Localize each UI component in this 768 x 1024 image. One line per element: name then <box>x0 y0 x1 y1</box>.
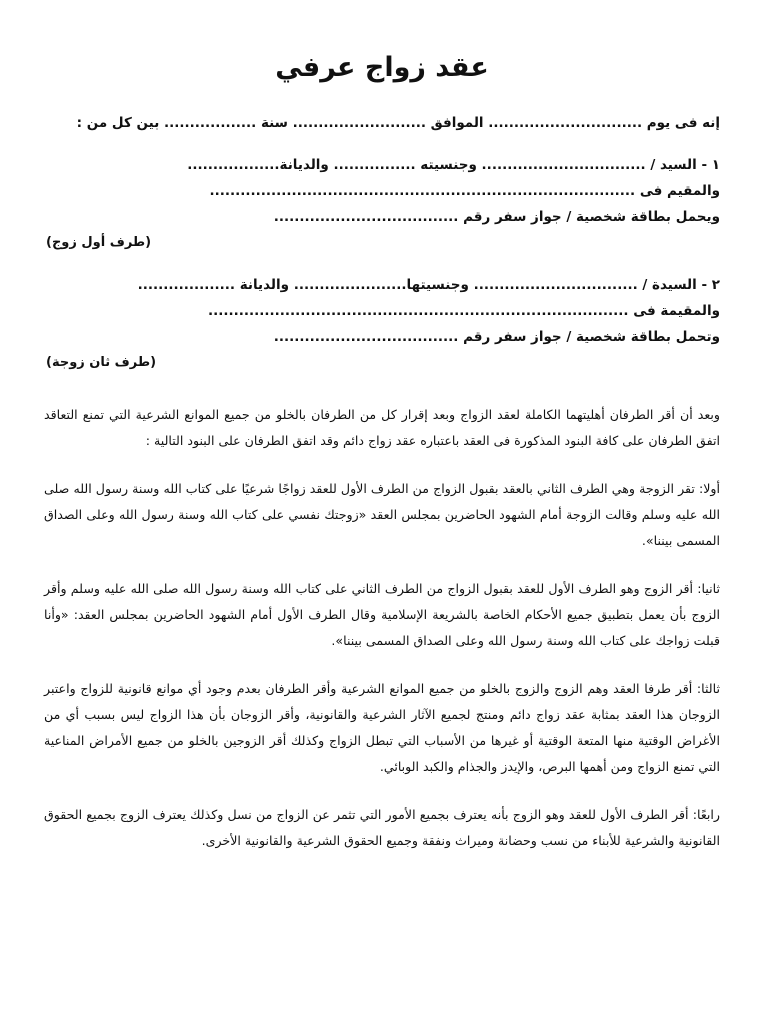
party2-name-line: ٢ - السيدة / ................................ وجنسيتها...................... والديانة ................... <box>137 277 720 293</box>
party2-residence-line: والمقيمة فى .................................................................................. <box>207 303 720 319</box>
party2-role-label: (طرف ثان زوجة) <box>46 355 157 370</box>
clause-fourth: رابعًا: أقر الطرف الأول للعقد وهو الزوج بأنه يعترف بجميع الأمور التي تثمر عن الزواج من نسل وكذلك يعترف الزوج بجميع الحقوق القانونية والشرعية للأبناء من نسب وحضانة وميراث ونفقة وجميع الحقوق الشرعية والقانونية الأخرى. <box>44 807 720 848</box>
clause-second: ثانيا: أقر الزوج وهو الطرف الأول للعقد بقبول الزواج من الطرف الثاني على كتاب الله وسنة رسول الله صلى الله عليه وسلم وأقر الزوج بأن يعمل بتطبيق جميع الأحكام الخاصة بالشريعة الإسلامية وقال الطرف الأول أمام الشهود الحاضرين بمجلس العقد: «وأنا قبلت زواجك على كتاب الله وسنة رسول الله وعلى الصداق المسمى بيننا». <box>44 581 720 648</box>
party1-section <box>44 152 720 256</box>
party1-name-line: ١ - السيد / ................................ وجنسيته ................ والديانة.................. <box>187 157 720 173</box>
document-title: عقد زواج عرفي <box>275 52 489 83</box>
intro-line: إنه فى يوم .............................. الموافق .......................... سنة .................. بين كل من : <box>76 115 720 131</box>
clause-first: أولا: تقر الزوجة وهي الطرف الثاني بالعقد بقبول الزواج من الطرف الأول للعقد زواجًا شرعيًا على كتاب الله وسنة رسول الله صلى الله عليه وسلم وقالت الزوجة أمام الشهود الحاضرين بمجلس العقد «زوجتك نفسي على كتاب الله وسنة رسول الله وعلى الصداق المسمى بيننا». <box>44 481 720 548</box>
party1-id-line: ويحمل بطاقة شخصية / جواز سفر رقم .................................... <box>273 209 720 225</box>
party1-residence-line: والمقيم فى ................................................................................... <box>209 183 720 199</box>
party1-role-label: (طرف أول زوج) <box>46 235 152 250</box>
party2-id-line: وتحمل بطاقة شخصية / جواز سفر رقم .................................... <box>273 329 720 345</box>
preamble-paragraph: وبعد أن أقر الطرفان أهليتهما الكاملة لعقد الزواج وبعد إقرار كل من الطرفان بالخلو من جميع الموانع الشرعية التي تمنع التعاقد اتفق الطرفان على كافة البنود المذكورة فى العقد باعتباره عقد زواج دائم وقد اتفق الطرفان على البنود التالية : <box>44 407 720 448</box>
party2-section <box>44 272 720 376</box>
clause-third: ثالثا: أقر طرفا العقد وهم الزوج والزوج بالخلو من جميع الموانع الشرعية وأقر الطرفان بعدم وجود أي موانع قانونية للزواج واعتبر الزوجان هذا العقد بمثابة عقد زواج دائم ومنتج لجميع الآثار الشرعية والقانونية، وأقر الزوجان بأن هذا الزواج ليس بسبب أي من الأغراض الوقتية منها المتعة الوقتية أو غيرها من الأسباب التي تبطل الزواج وكذلك أقر الزوجين بالخلو من جميع الأمراض المناعية التي تمنع الزواج ومن أهمها البرص، والإيدز والجذام والكبد الوبائي. <box>44 681 720 774</box>
